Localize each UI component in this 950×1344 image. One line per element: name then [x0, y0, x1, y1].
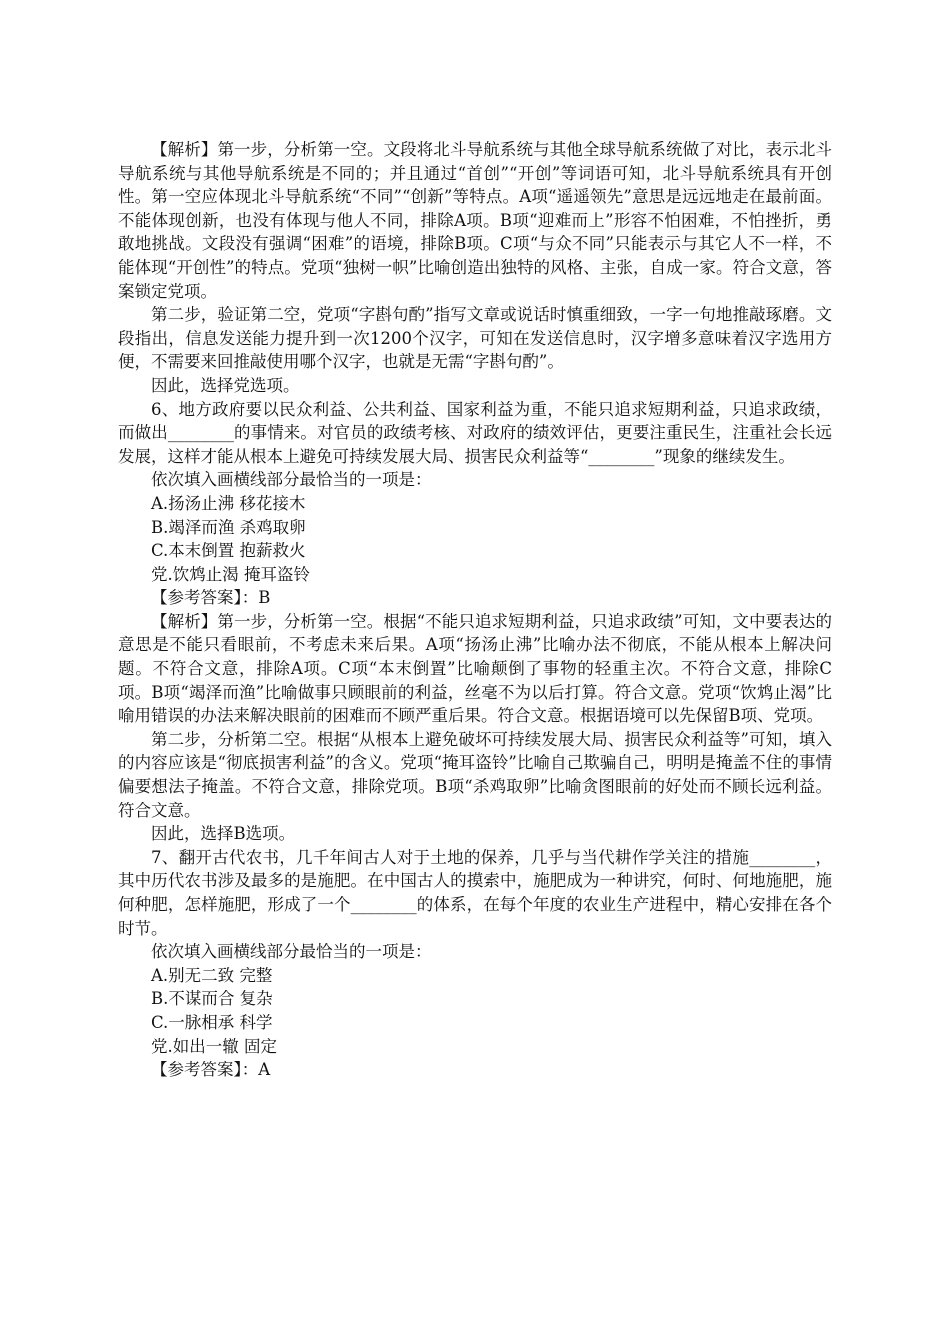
q7-answer: 【参考答案】：A [151, 1060, 271, 1080]
q6-option-c: C.本末倒置 抱薪救火 [151, 541, 306, 561]
q6-analysis-step1: 【解析】第一步，分析第一空。根据“不能只追求短期利益，只追求政绩”可知，文中要表达的意思是不能只看眼前，不考虑未来后果。A项“扬汤止沸”比喻办法不彻底，不能从根本上解决问题。不符合文意，排除A项。C项“本末倒置”比喻颠倒了事物的轻重主次。不符合文意，排除C项。B项“竭泽而渔”比喻做事只顾眼前的利益，丝毫不为以后打算。符合文意。党项“饮鸩止渴”比喻用错误的办法来解决眼前的困难而不顾严重后果。符合文意。根据语境可以先保留B项、党项。 [118, 611, 832, 726]
q6-option-b: B.竭泽而渔 杀鸡取卵 [151, 517, 306, 537]
q6-option-a: A.扬汤止沸 移花接木 [151, 493, 306, 513]
q6-instruction: 依次填入画横线部分最恰当的一项是： [151, 470, 432, 490]
q5-analysis-step2: 第二步，验证第二空，党项“字斟句酌”指写文章或说话时慎重细致，一字一句地推敲琢磨。文段指出，信息发送能力提升到一次1200个汉字，可知在发送信息时，汉字增多意味着汉字选用方便，不需要来回推敲使用哪个汉字，也就是无需“字斟句酌”。 [118, 305, 832, 372]
q5-conclusion: 因此，选择党选项。 [151, 375, 300, 395]
q6-stem: 6、地方政府要以民众利益、公共利益、国家利益为重，不能只追求短期利益，只追求政绩，而做出________的事情来。对官员的政绩考核、对政府的绩效评估，更要注重民生，注重社会长远发展，这样才能从根本上避免可持续发展大局、损害民众利益等“________”现象的继续发生。 [118, 399, 832, 466]
q7-option-b: B.不谋而合 复杂 [151, 989, 273, 1009]
q6-analysis-step2: 第二步，分析第二空。根据“从根本上避免破坏可持续发展大局、损害民众利益等”可知，填入的内容应该是“彻底损害利益”的含义。党项“掩耳盗铃”比喻自己欺骗自己，明明是掩盖不住的事情偏要想法子掩盖。不符合文意，排除党项。B项“杀鸡取卵”比喻贪图眼前的好处而不顾长远利益。符合文意。 [118, 729, 832, 820]
q7-option-c: C.一脉相承 科学 [151, 1012, 273, 1032]
q7-stem: 7、翻开古代农书，几千年间古人对于土地的保养，几乎与当代耕作学关注的措施________，其中历代农书涉及最多的是施肥。在中国古人的摸索中，施肥成为一种讲究，何时、何地施肥，施何种肥，怎样施肥，形成了一个________的体系，在每个年度的农业生产进程中，精心安排在各个时节。 [118, 847, 832, 938]
q6-conclusion: 因此，选择B选项。 [151, 824, 296, 844]
q7-option-d: 党.如出一辙 固定 [151, 1036, 277, 1056]
q7-instruction: 依次填入画横线部分最恰当的一项是： [151, 942, 432, 962]
q6-option-d: 党.饮鸩止渴 掩耳盗铃 [151, 564, 310, 584]
q5-analysis-step1: 【解析】第一步，分析第一空。文段将北斗导航系统与其他全球导航系统做了对比，表示北斗导航系统与其他导航系统是不同的；并且通过“首创”“开创”等词语可知，北斗导航系统具有开创性。第一空应体现北斗导航系统“不同”“创新”等特点。A项“遥遥领先”意思是远远地走在最前面。不能体现创新，也没有体现与他人不同，排除A项。B项“迎难而上”形容不怕困难，不怕挫折，勇敢地挑战。文段没有强调“困难”的语境，排除B项。C项“与众不同”只能表示与其它人不一样，不能体现“开创性”的特点。党项“独树一帜”比喻创造出独特的风格、主张，自成一家。符合文意，答案锁定党项。 [118, 140, 832, 301]
document-body [118, 138, 832, 1082]
q6-answer: 【参考答案】：B [151, 588, 271, 608]
q7-option-a: A.别无二致 完整 [151, 965, 273, 985]
